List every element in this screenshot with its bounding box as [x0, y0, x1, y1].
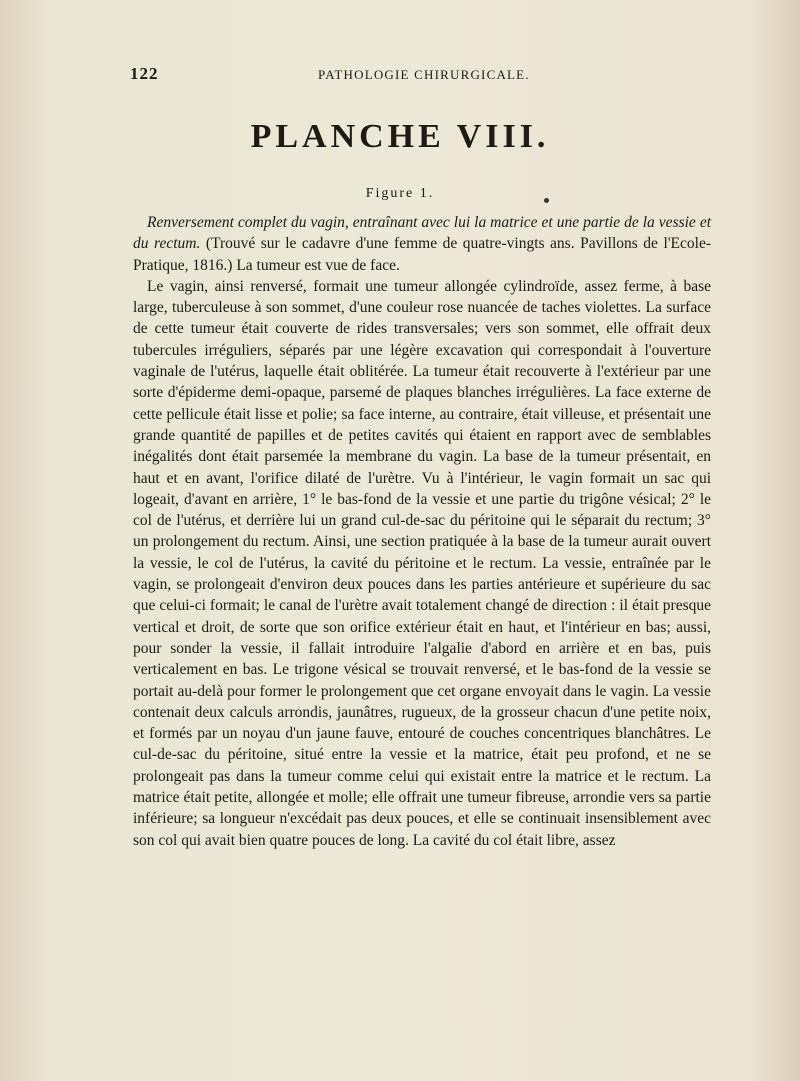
figure-heading: Figure 1. [365, 186, 435, 201]
page-number: 122 [130, 64, 159, 83]
plate-title: PLANCHE VIII. [250, 118, 550, 155]
body-text [133, 212, 711, 851]
running-head: PATHOLOGIE CHIRURGICALE. [318, 67, 530, 82]
ink-dot [544, 198, 549, 203]
paragraph-1 [133, 212, 711, 276]
page-header [130, 64, 718, 88]
figure-caption-italic: Renversement complet du vagin, entraînant avec lui la matrice et une partie de la vessie et du rectum. [133, 214, 711, 253]
figure-caption-text: (Trouvé sur le cadavre d'une femme de quatre-vingts ans. Pavillons de l'Ecole-Pratique, 1816.) La tumeur est vue de face. [133, 235, 711, 274]
paragraph-2: Le vagin, ainsi renversé, formait une tumeur allongée cylindroïde, assez ferme, à base large, tuberculeuse à son sommet, d'une couleur rose nuancée de taches violettes. La surface de cette tumeur était couverte de rides transversales; vers son sommet, elle offrait deux tubercules irréguliers, séparés par une légère excavation qui correspondait à l'ouverture vaginale de l'utérus, laquelle était oblitérée. La tumeur était recouverte à l'extérieur par une sorte d'épiderme demi-opaque, parsemé de plaques blanches irrégulières. La face externe de cette pellicule était lisse et polie; sa face interne, au contraire, était villeuse, et présentait une grande quantité de papilles et de petites cavités qui étaient en rapport avec de semblables inégalités dont était parsemée la membrane du vagin. La base de la tumeur présentait, en haut et en avant, l'orifice dilaté de l'urètre. Vu à l'intérieur, le vagin formait un sac qui logeait, d'avant en arrière, 1° le bas-fond de la vessie et une partie du trigône vésical; 2° le col de l'utérus, et derrière lui un grand cul-de-sac du péritoine qui le séparait du rectum; 3° un prolongement du rectum. Ainsi, une section pratiquée à la base de la tumeur aurait ouvert la vessie, le col de l'utérus, la cavité du péritoine et le rectum. La vessie, entraînée par le vagin, se prolongeait d'environ deux pouces dans les parties antérieure et supérieure du sac que celui-ci formait; le canal de l'urètre avait totalement changé de direction : il était presque vertical et droit, de sorte que son orifice extérieur était en haut, et l'intérieur en bas; aussi, pour sonder la vessie, il fallait introduire l'algalie d'abord en arrière et en bas, puis verticalement en bas. Le trigone vésical se trouvait renversé, et le bas-fond de la vessie se portait au-delà pour former le prolongement que cet organe envoyait dans le vagin. La vessie contenait deux calculs arrondis, jaunâtres, rugueux, de la grosseur chacun d'une petite noix, et formés par un noyau d'un jaune fauve, entouré de couches concentriques blanchâtres. Le cul-de-sac du péritoine, situé entre la vessie et la matrice, était peu profond, et ne se prolongeait pas dans la tumeur comme celui qui existait entre la matrice et le rectum. La matrice était petite, allongée et molle; elle offrait une tumeur fibreuse, arrondie vers sa partie inférieure; sa longueur n'excédait pas deux pouces, et elle se continuait insensiblement avec son col qui avait bien quatre pouces de long. La cavité du col était libre, assez [133, 277, 711, 849]
